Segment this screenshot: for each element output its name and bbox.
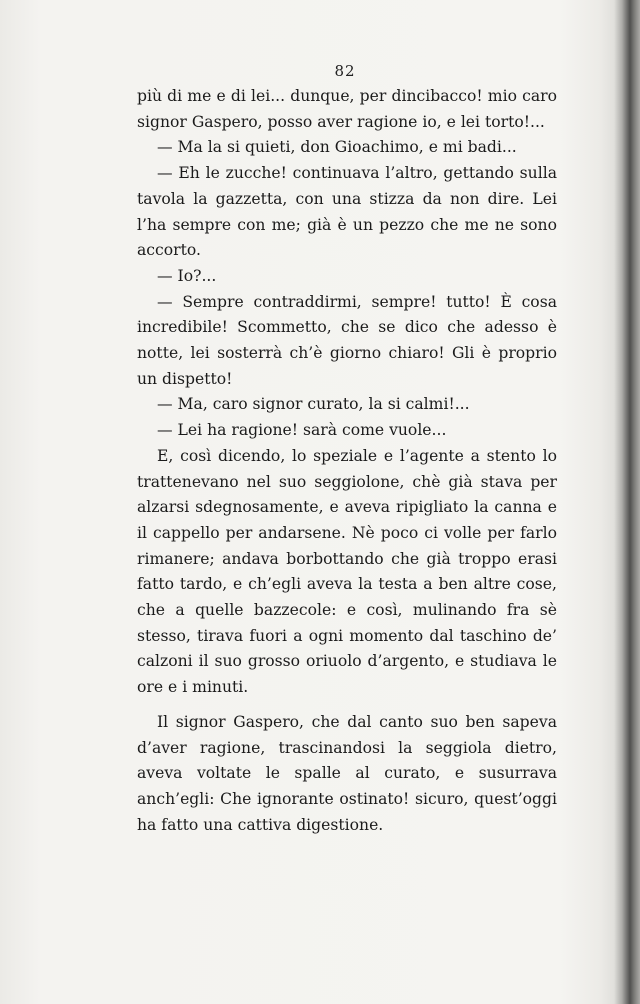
dialogue-line: — Ma, caro signor curato, la si calmi!... <box>157 395 470 414</box>
body-text <box>137 84 557 838</box>
dialogue-line: — Lei ha ragione! sarà come vuole... <box>157 421 447 440</box>
paragraph: Il signor Gaspero, che dal canto suo ben sapeva d’aver ragione, trascinandosi la seggiola dietro, aveva voltate le spalle al curato, e susurrava anch’egli: Che ignorante ostinato! sicuro, quest’oggi ha fatto una cattiva digestione. <box>137 712 557 834</box>
dialogue-line: — Ma la si quieti, don Gioachimo, e mi badi... <box>157 138 517 157</box>
paragraph-gap <box>137 701 557 710</box>
dialogue-line: — Sempre contraddirmi, sempre! tutto! È cosa incredibile! Scommetto, che se dico che adesso è notte, lei sosterrà ch’è giorno chiaro! Gli è proprio un dispetto! <box>137 292 557 388</box>
page-number: 82 <box>334 62 356 80</box>
dialogue-line: — Eh le zucche! continuava l’altro, gettando sulla tavola la gazzetta, con una stizza da non dire. Lei l’ha sempre con me; già è un pezzo che me ne sono accorto. <box>137 164 557 260</box>
page-binding-edge <box>614 0 640 1004</box>
paragraph: più di me e di lei... dunque, per dincibacco! mio caro signor Gaspero, posso aver ragione io, e lei torto!... <box>137 87 557 131</box>
paragraph: E, così dicendo, lo speziale e l’agente a stento lo trattenevano nel suo seggiolone, chè già stava per alzarsi sdegnosamente, e aveva ripigliato la canna e il cappello per andarsene. Nè poco ci volle per farlo rimanere; andava borbottando che già troppo erasi fatto tardo, e ch’egli aveva la testa a ben altre cose, che a quelle bazzecole: e così, mulinando fra sè stesso, tirava fuori a ogni momento dal taschino de’ calzoni il suo grosso oriuolo d’argento, e studiava le ore e i minuti. <box>137 446 557 697</box>
dialogue-line: — Io?... <box>157 266 217 285</box>
